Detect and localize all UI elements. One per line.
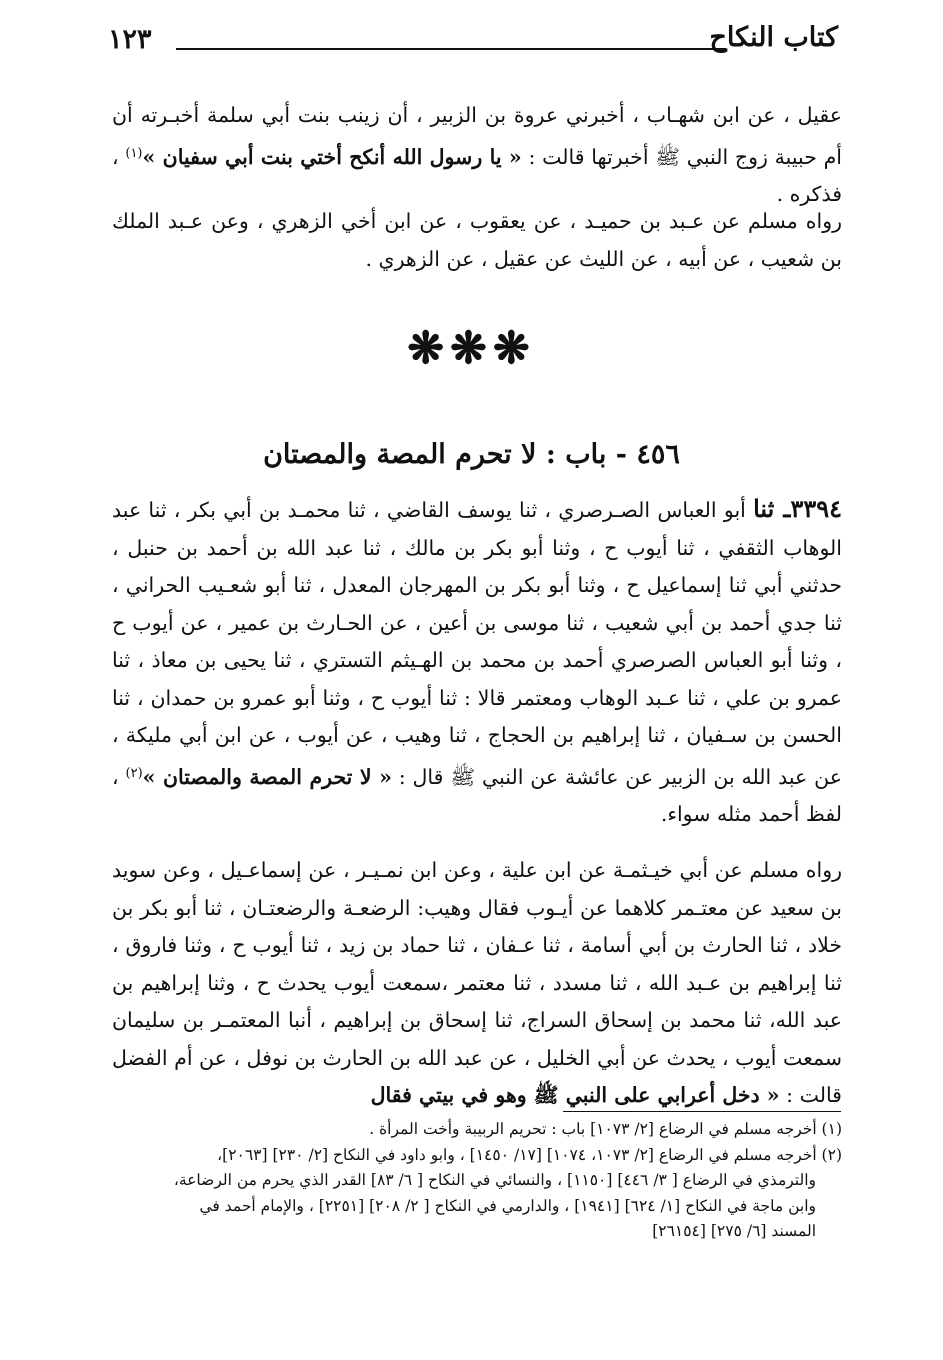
hadith-paragraph <box>112 490 842 834</box>
section-divider-ornament: ❋❋❋ <box>407 323 536 374</box>
page-header <box>108 18 838 68</box>
paragraph-2 <box>112 203 842 278</box>
footnote-2-line-1: (٢) أخرجه مسلم في الرضاع [٢/ ١٠٧٣، ١٠٧٤] [١٧/ ١٤٥٠] ، وابو داود في النكاح [٢/ ٢٣٠] [٢٠٦٣]، <box>217 1145 842 1164</box>
paragraph-1-text: عقيل ، عن ابن شهـاب ، أخبرني عروة بن الزبير ، أن زينب بنت أبي سلمة أخبـرته أن أم حبيبة زوج النبي ﷺ أخبرتها قالت : <box>112 103 843 169</box>
paragraph-1-tail: ، فذكره . <box>112 144 842 206</box>
footnote-rule <box>563 1111 841 1112</box>
book-section-title: كتاب النكاح <box>709 22 838 53</box>
paragraph-1-quote: « يا رسول الله أنكح أختي بنت أبي سفيان » <box>142 144 522 169</box>
hadith-text: أبو العباس الصـرصري ، ثنا يوسف القاضي ، ثنا محمـد بن أبي بكر ، ثنا عبد الوهاب الثقفي ، ثنا أيوب ح ، وثنا أبو بكر بن مالك ، ثنا عبد الله بن أحمد بن حنبل ، حدثني أبي ثنا إسماعيل ح ، وثنا أبو بكر بن المهرجان المعدل ، ثنا أبو شعـيب الحراني ، ثنا جدي أحمد بن أبي شعيب ، ثنا موسى بن أعين ، عن الحـارث بن عمير ، عن أيوب ح ، وثنا أبو العباس الصرصري أحمد بن محمد بن الهـيثم التستري ، ثنا يحيى بن معاذ ، ثنا عمرو بن علي ، ثنا عـبد الوهاب ومعتمر قالا : ثنا أيوب ح ، وثنا أبو عمرو بن حمدان ، ثنا الحسن بن سـفيان ، ثنا إبراهيم بن الحجاج ، ثنا وهيب ، عن أيوب ، عن ابن أبي مليكة ، عن عبد الله بن الزبير عن عائشة عن النبي ﷺ قال : <box>112 498 842 789</box>
footnote-2-line-4: المسند [٦/ ٢٧٥] [٢٦١٥٤] <box>652 1222 816 1240</box>
hadith-tail: ، لفظ أحمد مثله سواء. <box>112 764 842 826</box>
header-rule <box>176 48 726 50</box>
footnote-marker-2[interactable]: (٢) <box>125 765 143 781</box>
paragraph-4-quote: « دخل أعرابي على النبي ﷺ وهو في بيتي فقال <box>370 1083 780 1107</box>
paragraph-2-text: رواه مسلم عن عـبد بن حميـد ، عن يعقوب ، عن ابن أخي الزهري ، وعن عـبد الملك بن شعيب ، عن أبيه ، عن الليث عن عقيل ، عن الزهري . <box>112 209 842 271</box>
chapter-heading: ٤٥٦ - باب : لا تحرم المصة والمصتان <box>263 439 680 470</box>
hadith-number: ٣٣٩٤ـ ثنا <box>753 494 843 523</box>
hadith-quote: « لا تحرم المصة والمصتان » <box>142 764 392 789</box>
paragraph-4-text: رواه مسلم عن أبي خيـثمـة عن ابن علية ، وعن ابن نمـيـر ، عن إسماعـيل ، وعن سويد بن سعيد عن معتـمر كلاهما عن أيـوب فقال وهيب: الرضعـة والرضعتـان ، ثنا أبو بكر بن خلاد ، ثنا الحارث بن أبي أسامة ، ثنا عـفان ، ثنا حماد بن زيد ، ثنا أيوب ح ، وثنا فاروق ، ثنا إبراهيم بن عـبد الله ، ثنا مسدد ، ثنا معتمر ،سمعت أيوب يحدث ح ، وثنا إبراهيم بن عبد الله، ثنا محمد بن إسحاق السراج، ثنا إسحاق بن إبراهيم ، أنبا المعتمـر بن سليمان سمعت أيوب ، يحدث عن أبي الخليل ، عن عبد الله بن الحارث بن نوفل ، عن أم الفضل قالت : <box>112 858 842 1107</box>
footnote-2-line-3: وابن ماجة في النكاح [١/ ٦٢٤] [١٩٤١] ، والدارمي في النكاح [ ٢/ ٢٠٨] [٢٢٥١] ، والإمام أحمد في <box>199 1196 816 1215</box>
footnote-2-line-2: والترمذي في الرضاع [ ٣/ ٤٤٦] [١١٥٠] ، والنسائي في النكاح [ ٦/ ٨٣] القدر الذي يحرم من الرضاعة، <box>173 1171 816 1189</box>
paragraph-1 <box>112 97 842 214</box>
footnote-1: (١) أخرجه مسلم في الرضاع [٢/ ١٠٧٣] باب : تحريم الربيبة وأخت المرأة . <box>369 1120 842 1138</box>
footnote-marker-1[interactable]: (١) <box>125 145 143 161</box>
paragraph-4 <box>112 852 842 1115</box>
page-number: ١٢٣ <box>108 24 152 55</box>
footnotes <box>112 1117 842 1245</box>
